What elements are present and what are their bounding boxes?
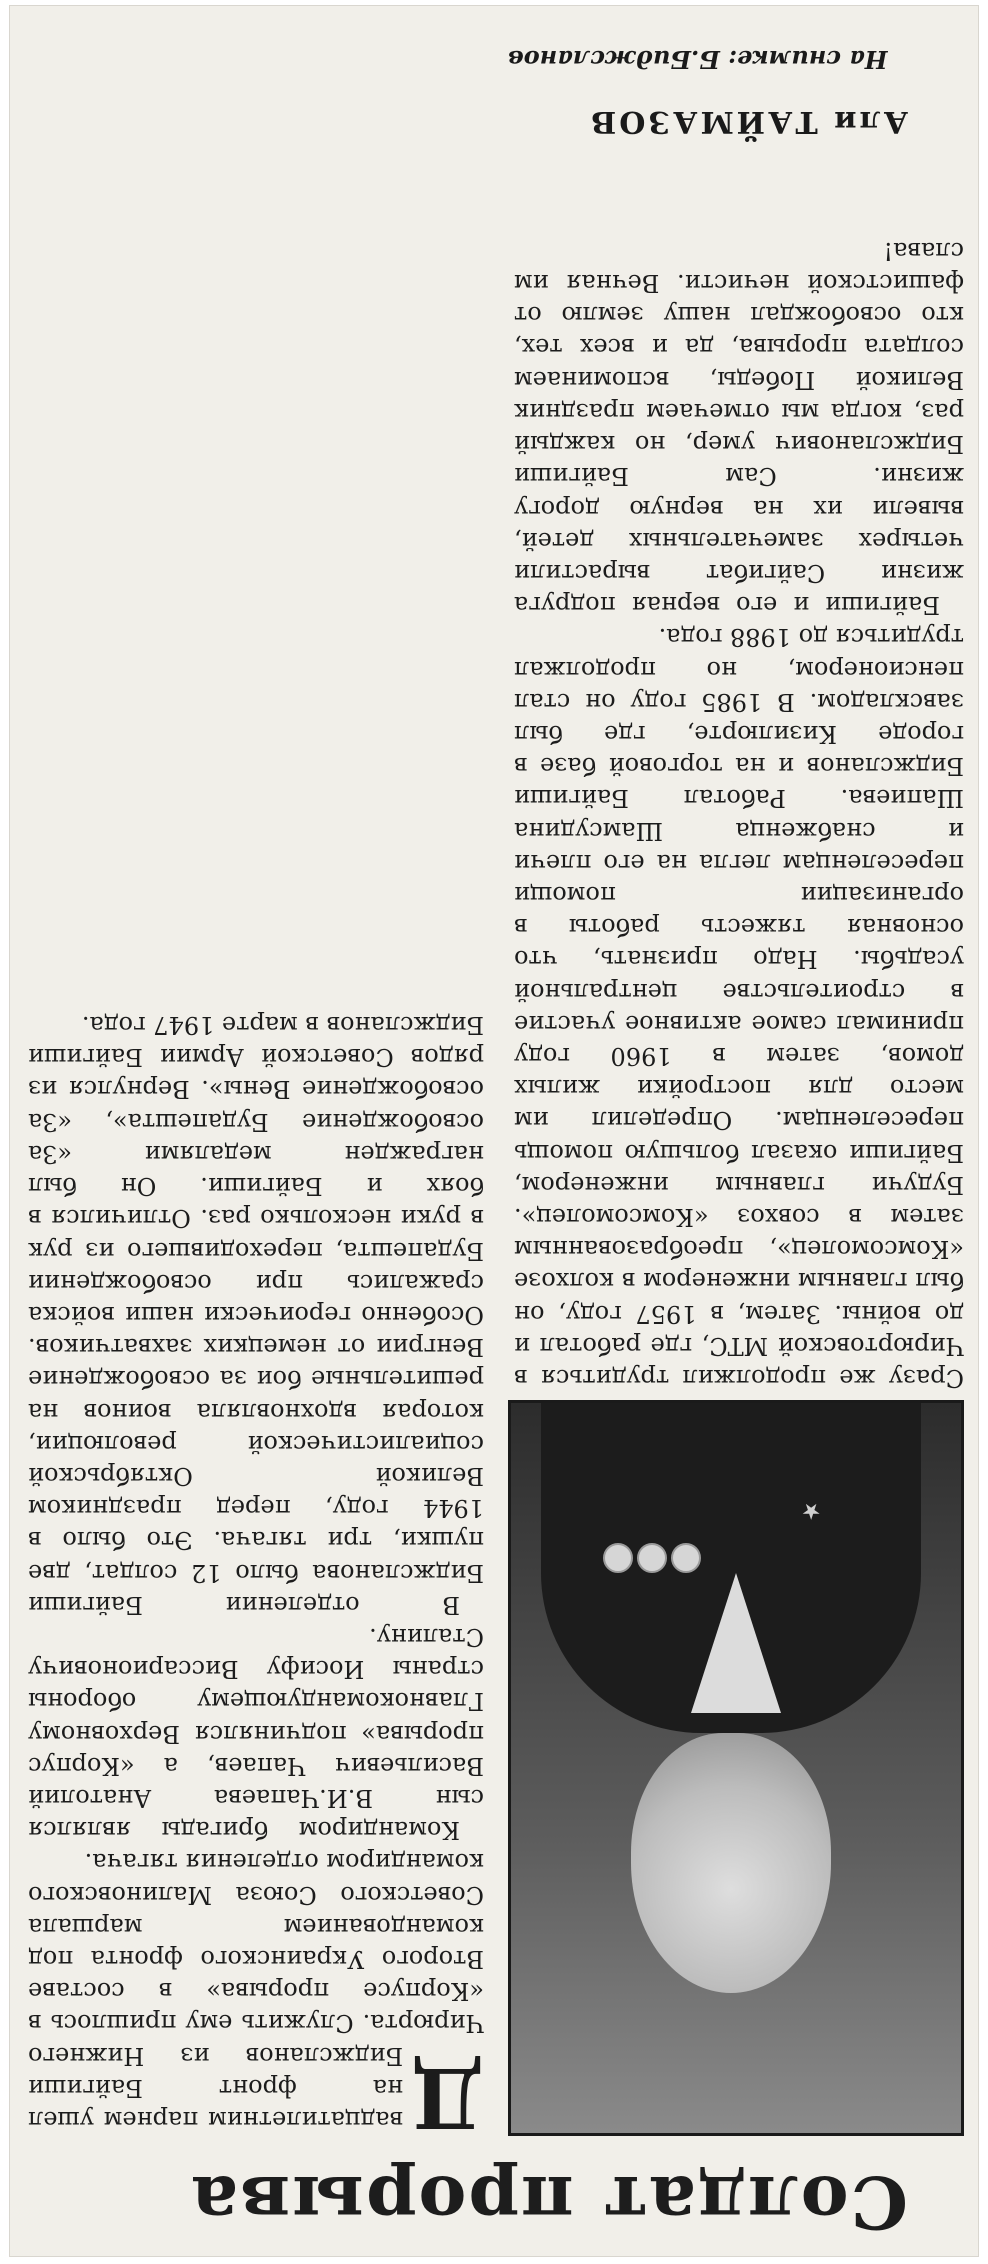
paragraph: Байгиши и его верная подруга жизни Сайгибат вырастили четырех замечательных детей, вывели их на верную дорогу жизни. Сам Байгиши Биджсланович умер, но каждый раз, когда мы отмечаем праздник Великой Победы, вспоминаем солдата прорыва, да и всех тех, кто освобождал нашу землю от фашистской нечисти. Вечная им слава! xyxy=(514,236,964,620)
medals-icon xyxy=(581,1483,701,1573)
paragraph: Командиром бригады являлся сын В.И.Чапаева Анатолий Васильевич Чапаев, а «Корпус прорыва» подчинялся Верховному Главнокомандующему обороны страны Иосифу Виссарионовичу Сталину. xyxy=(28,1622,484,1845)
author-name: Али ТАЙМАЗОВ xyxy=(587,104,909,139)
photo-caption: На снимке: Б.Биджсланов xyxy=(508,45,888,74)
star-icon: ★ xyxy=(801,1498,821,1523)
article-column-2 xyxy=(514,104,964,1394)
portrait-photo xyxy=(508,1400,964,2136)
face-shape xyxy=(631,1733,831,1993)
headline: Солдат прорыва xyxy=(189,2160,908,2245)
article-column-1 xyxy=(28,96,484,2145)
paragraph: В отделении Байгиши Биджсланова было 12 солдат, две пушки, три тягача. Это было в 1944 году, перед праздником Великой Октябрьской социалистической революции, которая вдохновляла воинов на решительные бои за освобождение Венгрии от немецких захватчиков. Особенно героически наши войска сражались при освобождении Будапешта, переходившего из рук в руки несколько раз. Отличился в боях и Байгиши. Он был награжден медалями «За освобождение Будапешта», «За освобождение Вены». Вернулся из рядов Советской Армии Байгиши Биджсланов в марте 1947 года. xyxy=(28,1011,484,1619)
paragraph: вадцатилетним парнем ушел на фронт Байгиши Биджсланов из Нижнего Чирюрта. Служить ему пришлось в «Корпусе прорыва» в составе Второго Украинского фронта под командованием маршала Советского Союза Малиновского командиром отделения тягача. xyxy=(28,1848,484,2134)
paragraph: Сразу же продолжил трудиться в Чирюртовской МТС, где работал и до войны. Затем, в 1957 году, он был главным инженером в колхозе «Комсомолец», преобразованным затем в совхоз «Комсомолец». Будучи главным инженером, Байгиши оказал большую помощь переселенцам. Определил им место для постройки жилых домов, затем в 1960 году принимал самое активное участие в строительстве центральной усадьбы. Надо признать, что основная тяжесть работы в организации помощи переселенцам легла на его плечи и снабженца Шамсудина Шапиева. Работал Байгиши Биджсланов и на торговой базе в городе Кизилюрте, где был завскладом. В 1985 году он стал пенсионером, но продолжал трудиться до 1988 года. xyxy=(514,623,964,1392)
drop-cap: Д xyxy=(411,2049,484,2145)
